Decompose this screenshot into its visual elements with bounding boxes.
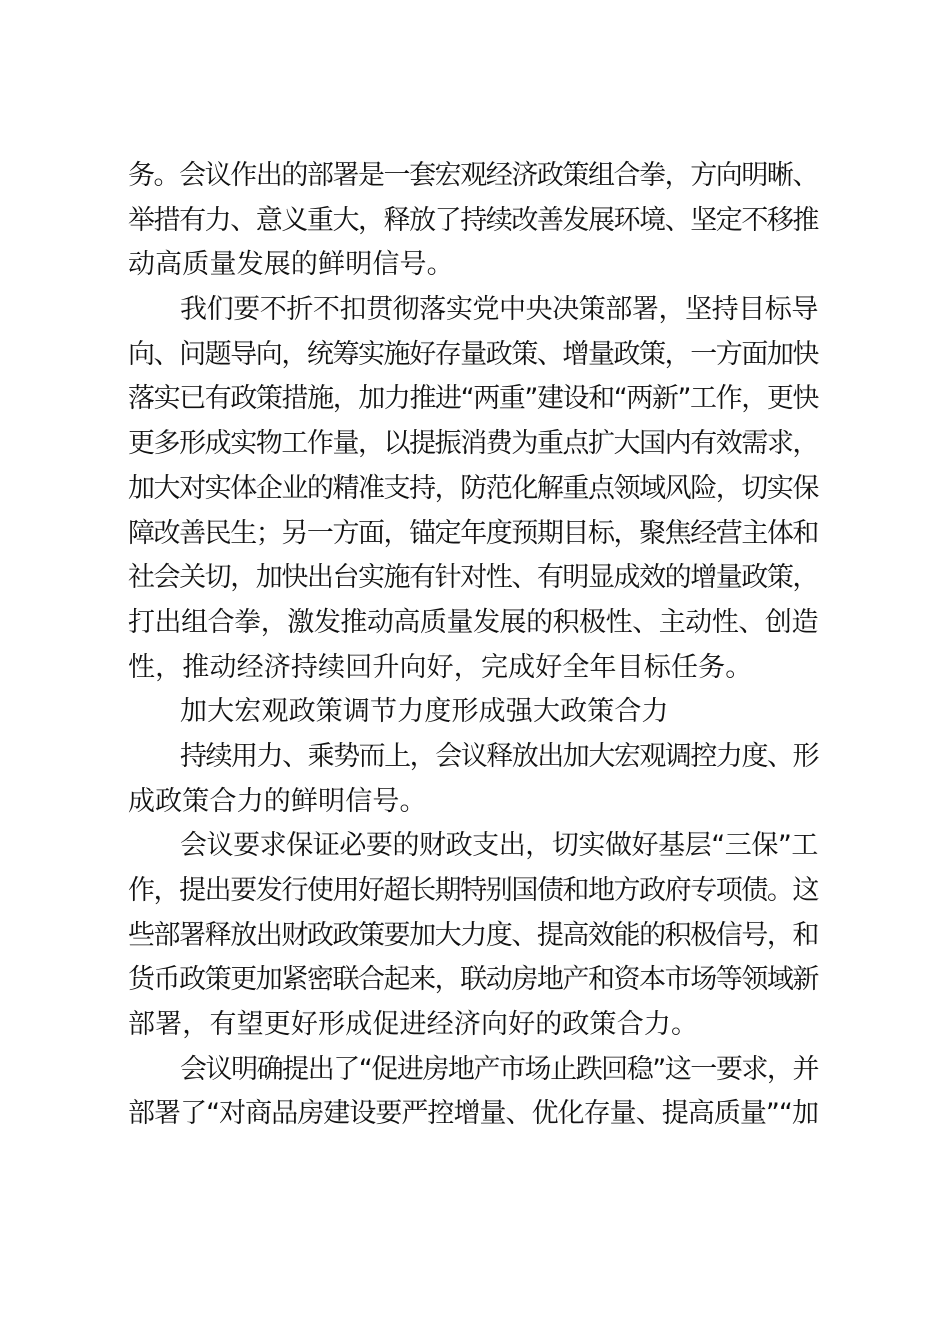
text-line: 货币政策更加紧密联合起来，联动房地产和资本市场等领域新 — [128, 964, 818, 996]
text-line: 我们要不折不扣贯彻落实党中央决策部署，坚持目标导 — [180, 294, 818, 326]
text-line: 持续用力、乘势而上，会议释放出加大宏观调控力度、形 — [180, 740, 818, 772]
text-line: 动高质量发展的鲜明信号。 — [128, 249, 454, 281]
document-body — [128, 154, 818, 1137]
text-line: 成政策合力的鲜明信号。 — [128, 785, 427, 817]
text-line: 落实已有政策措施，加力推进“两重”建设和“两新”工作，更快 — [128, 383, 818, 415]
text-line: 会议要求保证必要的财政支出，切实做好基层“三保”工 — [180, 830, 818, 862]
text-line: 障改善民生；另一方面，锚定年度预期目标，聚焦经营主体和 — [128, 517, 818, 549]
text-line: 社会关切，加快出台实施有针对性、有明显成效的增量政策， — [128, 562, 818, 594]
text-line: 加大宏观政策调节力度形成强大政策合力 — [180, 696, 669, 728]
text-line: 作，提出要发行使用好超长期特别国债和地方政府专项债。这 — [128, 875, 818, 906]
text-line: 向、问题导向，统筹实施好存量政策、增量政策，一方面加快 — [128, 338, 818, 370]
text-line: 更多形成实物工作量，以提振消费为重点扩大国内有效需求， — [128, 428, 818, 460]
text-line: 部署，有望更好形成促进经济向好的政策合力。 — [128, 1009, 699, 1041]
text-line: 些部署释放出财政政策要加大力度、提高效能的积极信号，和 — [128, 919, 818, 951]
text-line: 打出组合拳，激发推动高质量发展的积极性、主动性、创造 — [128, 606, 818, 638]
text-line: 部署了“对商品房建设要严控增量、优化存量、提高质量”“加 — [128, 1098, 818, 1130]
text-line: 会议明确提出了“促进房地产市场止跌回稳”这一要求，并 — [180, 1053, 818, 1085]
text-line: 加大对实体企业的精准支持，防范化解重点领域风险，切实保 — [128, 472, 818, 504]
text-line: 性，推动经济持续回升向好，完成好全年目标任务。 — [128, 651, 753, 683]
text-line: 务。会议作出的部署是一套宏观经济政策组合拳，方向明晰、 — [128, 160, 818, 191]
text-line: 举措有力、意义重大，释放了持续改善发展环境、坚定不移推 — [128, 204, 818, 236]
